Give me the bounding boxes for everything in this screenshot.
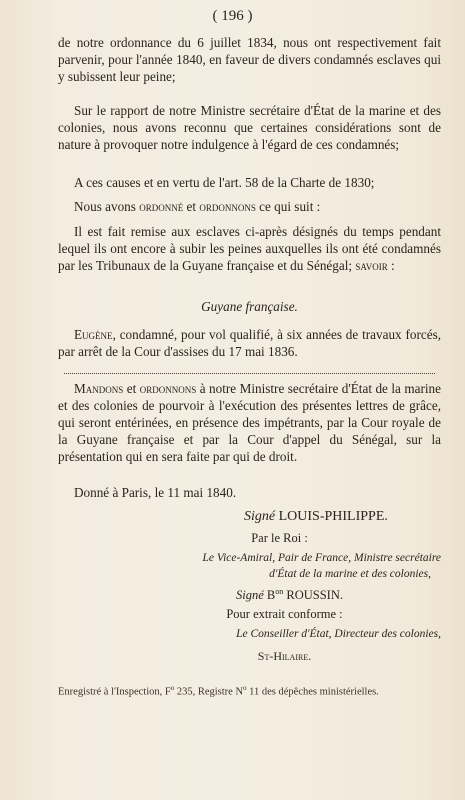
hilaire-name: St-Hilaire. bbox=[257, 649, 312, 663]
p5-text-c: : bbox=[387, 258, 395, 273]
king-name: LOUIS-PHILIPPE. bbox=[275, 509, 388, 524]
footer-text-c: 11 des dépêches ministérielles. bbox=[246, 686, 379, 698]
hilaire-signature bbox=[58, 648, 441, 665]
footer-sup-2: o bbox=[243, 684, 247, 692]
paragraph-1: de notre ordonnance du 6 juillet 1834, nous ont respectivement fait parvenir, pour l'année 1840, en faveur de divers condamnés esclaves qui y subissent leur peine; bbox=[58, 35, 441, 84]
paragraph-7 bbox=[58, 380, 441, 465]
footer-sup-1: o bbox=[170, 684, 175, 692]
p4-text-c: et bbox=[183, 199, 200, 214]
p4-ordonnons: ordonnons bbox=[199, 199, 256, 214]
p7-text-b: et bbox=[123, 381, 140, 396]
p7-ordonnons: ordonnons bbox=[139, 381, 197, 396]
p7-mandons: Mandons bbox=[74, 381, 124, 396]
minister-title-2: d'État de la marine et des colonies, bbox=[269, 568, 431, 580]
p6-text: , condamné, pour vol qualifié, à six années de travaux forcés, par arrêt de la Cour d'assises du 17 mai 1836. bbox=[58, 327, 441, 359]
minister-name: ROUSSIN. bbox=[283, 588, 343, 603]
minister-signe: Signé bbox=[236, 588, 264, 603]
paragraph-4 bbox=[58, 198, 441, 215]
minister-signature bbox=[58, 583, 441, 604]
paragraph-2: Sur le rapport de notre Ministre secrétaire d'État de la marine et des colonies, nous avons reconnu que certaines considérations sont de nature à provoquer notre indulgence à l'égard de ces condamnés; bbox=[58, 103, 441, 152]
section-heading: Guyane française. bbox=[201, 299, 298, 314]
paragraph-8: Donné à Paris, le 11 mai 1840. bbox=[74, 485, 237, 500]
minister-baron-sup: on bbox=[275, 587, 284, 596]
minister-baron: B bbox=[263, 588, 276, 603]
footer-text-a: Enregistré à l'Inspection, F bbox=[58, 686, 171, 698]
extract-conform: Pour extrait conforme : bbox=[226, 607, 343, 621]
paragraph-5 bbox=[58, 223, 441, 274]
registration-footer bbox=[58, 681, 447, 700]
p6-eugene: Eugène bbox=[74, 327, 113, 342]
p5-text-a: Il est fait remise aux esclaves ci-après désignés du temps pendant lequel ils ont encore à subir les peines auxquelles ils ont été condamnés par les Tribunaux de la Guyane française et du Sénégal; bbox=[58, 224, 441, 273]
p4-ordonne: ordonné bbox=[139, 199, 184, 214]
page-number: ( 196 ) bbox=[212, 8, 253, 24]
king-signe: Signé bbox=[244, 509, 276, 524]
par-le-roi: Par le Roi : bbox=[251, 531, 308, 545]
paragraph-3: A ces causes et en vertu de l'art. 58 de la Charte de 1830; bbox=[74, 175, 375, 190]
p4-text-a: Nous avons bbox=[74, 199, 140, 214]
footer-text-b: 235, Registre N bbox=[174, 686, 244, 698]
minister-title-1: Le Vice-Amiral, Pair de France, Ministre secrétaire bbox=[202, 552, 441, 564]
p5-savoir: savoir bbox=[355, 258, 388, 273]
counsellor-title: Le Conseiller d'État, Directeur des colonies, bbox=[236, 628, 441, 640]
p7-text-d: à notre Ministre secrétaire d'État de la marine et des colonies de pourvoir à l'exécution des présentes lettres de grâce, qui seront entérinées, en présence des impétrants, par la Cour royale de la Guyane française et par la Cour d'appel du Sénégal, sur la présentation qui en sera faite par qui de droit. bbox=[58, 381, 441, 464]
paragraph-6 bbox=[58, 326, 441, 360]
king-signature bbox=[58, 508, 441, 525]
p4-text-e: ce qui suit : bbox=[255, 199, 321, 214]
dotted-separator bbox=[64, 373, 435, 374]
